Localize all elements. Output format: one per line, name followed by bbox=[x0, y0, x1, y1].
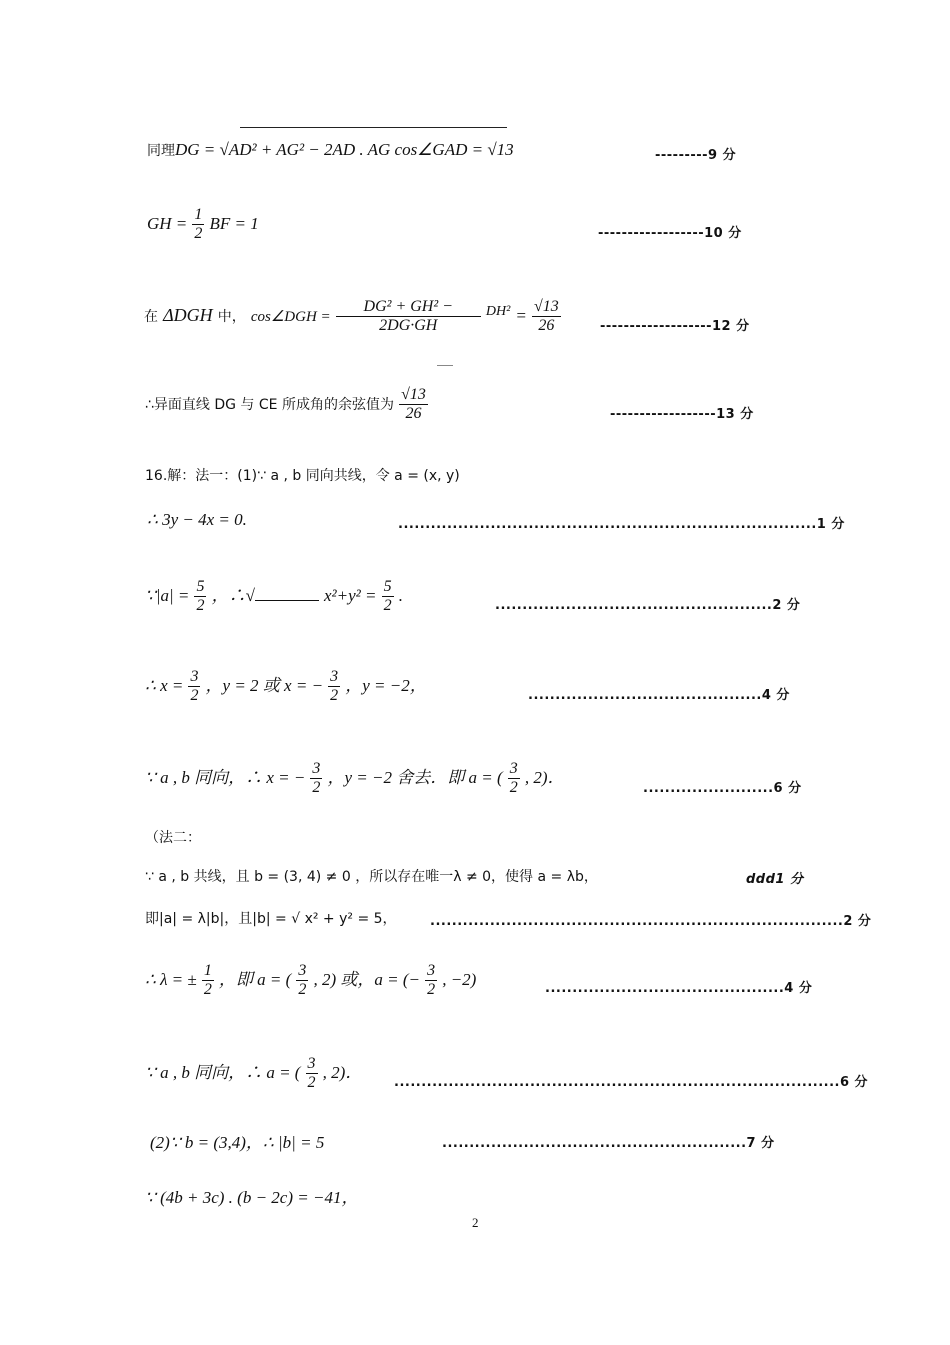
line-13-n2: 3 bbox=[298, 962, 307, 979]
line-13-mid: ，即 a = ( bbox=[218, 970, 292, 989]
line-9-d1: 2 bbox=[312, 779, 321, 796]
line-7-left: ∵|a| = bbox=[145, 586, 190, 605]
line-1-math: DG = √AD² + AG² − 2AD . AG cos∠GAD = √13 bbox=[175, 140, 514, 159]
line-8-n1: 3 bbox=[190, 668, 199, 685]
line-7-mid: ，∴√ bbox=[211, 586, 255, 605]
line-7-d1: 2 bbox=[196, 597, 205, 614]
score-6b: ..................................................................................6 分 bbox=[394, 1075, 869, 1090]
method-2-heading: （法二： bbox=[145, 830, 201, 846]
line-2-frac bbox=[192, 206, 204, 243]
line-4-result bbox=[399, 386, 428, 423]
score-2b: ............................................................................2 分 bbox=[430, 914, 872, 929]
line-9 bbox=[145, 760, 564, 797]
line-4 bbox=[145, 386, 428, 423]
line-7-frac-1 bbox=[194, 578, 206, 615]
line-15-text: (2)∵ b = (3,4)，∴ |b| = 5 bbox=[150, 1133, 325, 1152]
line-9-end: , 2)． bbox=[524, 768, 565, 787]
line-4-res-num: √13 bbox=[401, 386, 426, 403]
line-3-frac-den: 2DG·GH bbox=[379, 317, 438, 334]
line-14-frac-1 bbox=[306, 1055, 318, 1092]
line-13-left: ∴ λ = ± bbox=[145, 970, 197, 989]
score-1b: ddd1 分 bbox=[746, 872, 804, 887]
line-7 bbox=[145, 578, 403, 615]
line-13-d2: 2 bbox=[298, 981, 307, 998]
line-2-frac-den: 2 bbox=[194, 225, 203, 242]
score-9: ---------9 分 bbox=[655, 148, 737, 163]
line-8-frac-2 bbox=[328, 668, 340, 705]
line-6-math: ∴ 3y − 4x = 0. bbox=[147, 510, 247, 529]
line-8-end: ，y = −2， bbox=[345, 676, 427, 695]
line-2 bbox=[147, 206, 259, 243]
line-8-frac-1 bbox=[188, 668, 200, 705]
score-2a: ...................................................2 分 bbox=[495, 598, 801, 613]
score-7: ........................................................7 分 bbox=[442, 1136, 775, 1151]
score-4a: ...........................................4 分 bbox=[528, 688, 790, 703]
line-4-res-den: 26 bbox=[405, 405, 422, 422]
line-13-frac-3 bbox=[425, 962, 437, 999]
line-3-eq: = bbox=[515, 306, 527, 325]
line-7-d2: 2 bbox=[383, 597, 392, 614]
line-9-n2: 3 bbox=[509, 760, 518, 777]
score-4b: ............................................4 分 bbox=[545, 981, 813, 996]
line-3-tri: ΔDGH bbox=[163, 305, 213, 325]
line-3-extra: DH² bbox=[485, 304, 511, 319]
line-3-frac-num: DG² + GH² − bbox=[336, 298, 481, 317]
line-2-left: GH = bbox=[147, 214, 188, 233]
line-9-mid: ，y = −2 舍去．即 a = ( bbox=[327, 768, 503, 787]
line-3-result bbox=[532, 298, 561, 335]
line-2-right: BF = 1 bbox=[209, 214, 259, 233]
line-9-frac-2 bbox=[508, 760, 520, 797]
line-8-d2: 2 bbox=[330, 687, 339, 704]
score-1a: .............................................................................1 分 bbox=[398, 517, 845, 532]
line-3-frac bbox=[336, 298, 481, 335]
line-14-end: , 2)． bbox=[322, 1063, 363, 1082]
line-16-text: ∵ (4b + 3c) . (b − 2c) = −41， bbox=[145, 1188, 359, 1207]
line-9-d2: 2 bbox=[509, 779, 518, 796]
line-8-d1: 2 bbox=[190, 687, 199, 704]
line-13-end: , −2) bbox=[442, 970, 477, 989]
line-3-res-den: 26 bbox=[538, 317, 555, 334]
line-13-n3: 3 bbox=[427, 962, 436, 979]
line-13-n1: 1 bbox=[203, 962, 212, 979]
line-9-frac-1 bbox=[310, 760, 322, 797]
line-7-n1: 5 bbox=[196, 578, 205, 595]
page-number: 2 bbox=[472, 1215, 479, 1230]
score-6a: ........................6 分 bbox=[643, 781, 802, 796]
line-14-n1: 3 bbox=[307, 1055, 316, 1072]
line-14 bbox=[145, 1055, 362, 1092]
line-2-frac-num: 1 bbox=[194, 206, 203, 223]
line-8 bbox=[145, 668, 427, 705]
score-10: ------------------10 分 bbox=[598, 226, 742, 241]
line-13-frac-1 bbox=[202, 962, 214, 999]
line-13-d3: 2 bbox=[427, 981, 436, 998]
line-13-mid2: , 2) 或，a = (− bbox=[313, 970, 421, 989]
line-3-mid: 中， bbox=[217, 309, 246, 325]
line-13 bbox=[145, 962, 476, 999]
line-9-left: ∵ a , b 同向，∴ x = − bbox=[145, 768, 306, 787]
line-14-d1: 2 bbox=[307, 1074, 316, 1091]
line-7-right: x²+y² = bbox=[324, 586, 377, 605]
problem-16-heading: 16.解：法一：(1)∵ a , b 同向共线，令 a = (x, y) bbox=[145, 468, 460, 484]
line-12-text: 即|a| = λ|b|，且|b| = √ x² + y² = 5， bbox=[145, 911, 397, 927]
line-7-frac-2 bbox=[382, 578, 394, 615]
line-3-res-num: √13 bbox=[533, 298, 559, 315]
score-13: ------------------13 分 bbox=[610, 407, 754, 422]
line-13-d1: 2 bbox=[203, 981, 212, 998]
line-8-mid: ，y = 2 或 x = − bbox=[205, 676, 324, 695]
line-7-end: . bbox=[398, 586, 403, 605]
line-9-n1: 3 bbox=[312, 760, 321, 777]
line-8-left: ∴ x = bbox=[145, 676, 184, 695]
line-1 bbox=[147, 140, 514, 160]
line-3 bbox=[144, 298, 561, 335]
line-7-n2: 5 bbox=[383, 578, 392, 595]
line-4-text: ∴异面直线 DG 与 CE 所成角的余弦值为 bbox=[145, 397, 394, 413]
line-8-n2: 3 bbox=[330, 668, 339, 685]
line-14-left: ∵ a , b 同向，∴ a = ( bbox=[145, 1063, 301, 1082]
line-11-text: ∵ a , b 共线，且 b = (3, 4) ≠ 0 ，所以存在唯一λ ≠ 0，使得 a = λb， bbox=[145, 869, 598, 885]
line-3-prefix: 在 bbox=[144, 309, 158, 325]
score-12: -------------------12 分 bbox=[600, 319, 750, 334]
line-13-frac-2 bbox=[296, 962, 308, 999]
line-1-prefix: 同理 bbox=[147, 143, 175, 159]
line-3-cos: cos∠DGH = bbox=[250, 309, 331, 325]
